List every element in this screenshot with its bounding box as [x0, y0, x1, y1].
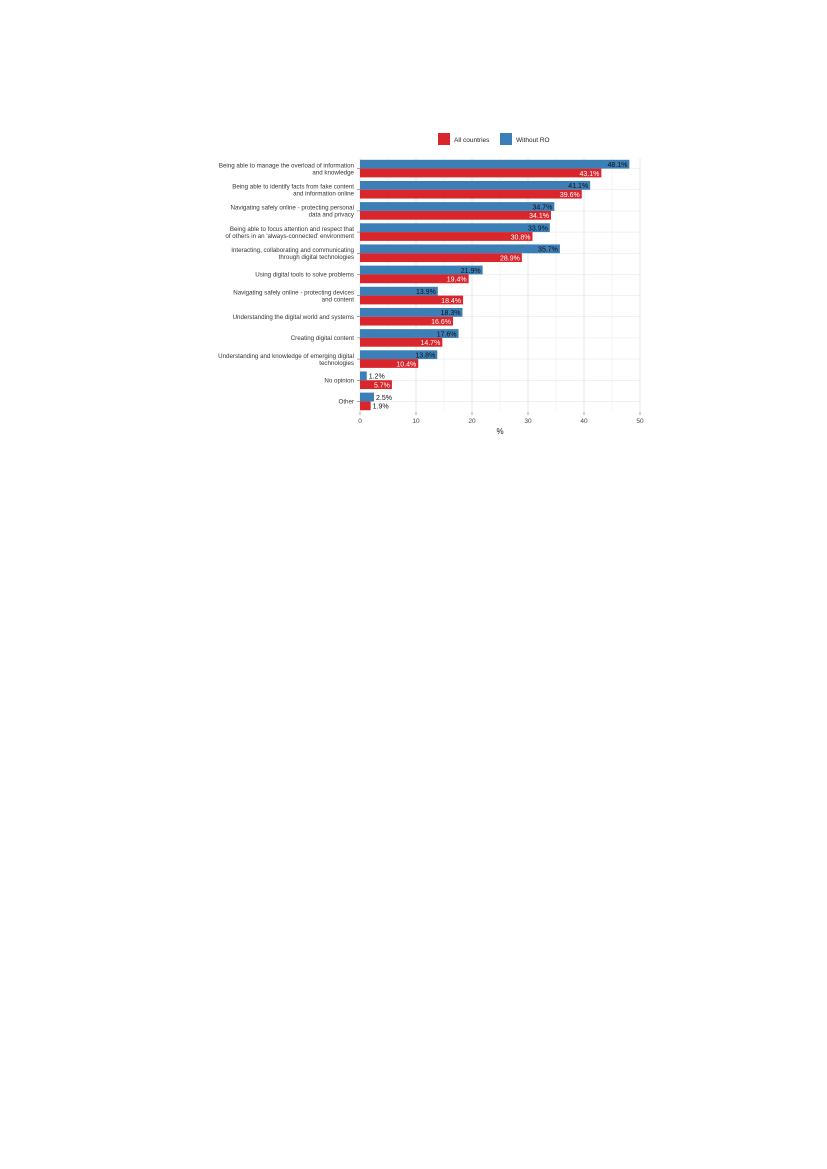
x-tick-label: 20	[468, 418, 476, 425]
bar-without-ro	[360, 223, 550, 232]
bar-all-countries	[360, 401, 371, 410]
category-label-line: No opinion	[324, 377, 354, 385]
value-label: 5.7%	[373, 382, 390, 390]
value-label: 17.6%	[436, 331, 457, 339]
value-label: 33.9%	[527, 225, 548, 233]
category-label-line: and content	[321, 296, 354, 304]
bar-all-countries	[360, 169, 601, 178]
legend	[438, 133, 550, 145]
category-label	[255, 272, 354, 279]
bar-all-countries	[360, 211, 551, 220]
value-label: 43.1%	[579, 170, 600, 178]
category-label	[233, 289, 354, 303]
value-label: 30.8%	[510, 234, 531, 242]
legend-swatch	[500, 133, 512, 145]
x-tick-label: 0	[358, 418, 362, 425]
category-label	[233, 314, 354, 321]
bar-all-countries	[360, 253, 522, 262]
category-label	[231, 205, 355, 219]
category-label-line: Being able to focus attention and respect that	[229, 225, 354, 233]
category-label	[218, 353, 354, 367]
x-axis-ticks	[358, 412, 644, 425]
value-label: 35.7%	[538, 246, 558, 254]
bar-without-ro	[360, 181, 590, 190]
category-label	[232, 183, 354, 197]
category-label	[231, 247, 354, 261]
category-label-line: Being able to identify facts from fake content	[232, 183, 354, 191]
value-label: 21.9%	[460, 267, 481, 275]
category-label-line: Being able to manage the overload of information	[218, 162, 354, 170]
category-label	[324, 377, 354, 384]
x-tick-label: 30	[524, 418, 532, 425]
category-label-line: Using digital tools to solve problems	[255, 271, 354, 279]
category-label-line: Understanding and knowledge of emerging digital	[218, 352, 354, 360]
category-label	[219, 162, 355, 176]
bar-without-ro	[360, 244, 560, 253]
legend-label: Without RO	[516, 137, 550, 144]
value-label: 18.4%	[441, 297, 462, 305]
category-label-line: of others in an 'always-connected' environment	[225, 232, 354, 240]
bar-without-ro	[360, 393, 374, 402]
x-tick-label: 50	[636, 418, 644, 425]
value-label: 14.7%	[420, 340, 441, 348]
legend-swatch	[438, 133, 450, 145]
value-label: 1.2%	[368, 373, 385, 381]
legend-label: All countries	[454, 137, 490, 144]
bar-chart	[180, 125, 660, 440]
x-tick-label: 10	[412, 418, 420, 425]
value-label: 34.1%	[529, 213, 549, 221]
bar-without-ro	[360, 371, 367, 380]
category-label-line: technologies	[319, 359, 354, 367]
category-label	[225, 226, 354, 240]
value-label: 13.8%	[415, 352, 436, 360]
x-axis-title: %	[496, 427, 504, 436]
value-label: 41.1%	[568, 183, 589, 191]
bar-without-ro	[360, 202, 554, 211]
value-label: 48.1%	[607, 161, 628, 169]
category-label-line: data and privacy	[308, 211, 354, 219]
category-label-line: and information online	[293, 190, 354, 198]
value-label: 39.6%	[559, 191, 580, 199]
category-label-line: Other	[338, 398, 354, 406]
category-label-line: through digital technologies	[278, 253, 354, 261]
value-label: 13.9%	[415, 288, 436, 296]
category-label	[291, 335, 355, 342]
chart-canvas	[180, 125, 660, 440]
value-label: 1.9%	[372, 403, 389, 411]
value-label: 16.6%	[431, 318, 451, 326]
category-label-line: Navigating safely online - protecting devices	[233, 289, 354, 297]
value-label: 18.3%	[440, 310, 461, 318]
category-label-line: Understanding the digital world and systems	[232, 313, 354, 321]
x-tick-label: 40	[580, 418, 588, 425]
value-label: 34.7%	[532, 204, 553, 212]
value-label: 28.9%	[499, 255, 520, 263]
category-label-line: and knowledge	[312, 169, 354, 177]
value-label: 2.5%	[376, 394, 392, 402]
value-label: 19.4%	[446, 276, 467, 284]
category-label-line: Interacting, collaborating and communicating	[231, 246, 354, 254]
category-label-line: Creating digital content	[290, 335, 354, 343]
category-label-line: Navigating safely online - protecting personal	[230, 204, 354, 212]
value-label: 10.4%	[396, 361, 417, 369]
bar-all-countries	[360, 190, 582, 199]
bar-all-countries	[360, 232, 532, 241]
category-label	[339, 399, 354, 406]
bar-without-ro	[360, 160, 629, 169]
category-labels	[218, 162, 360, 405]
